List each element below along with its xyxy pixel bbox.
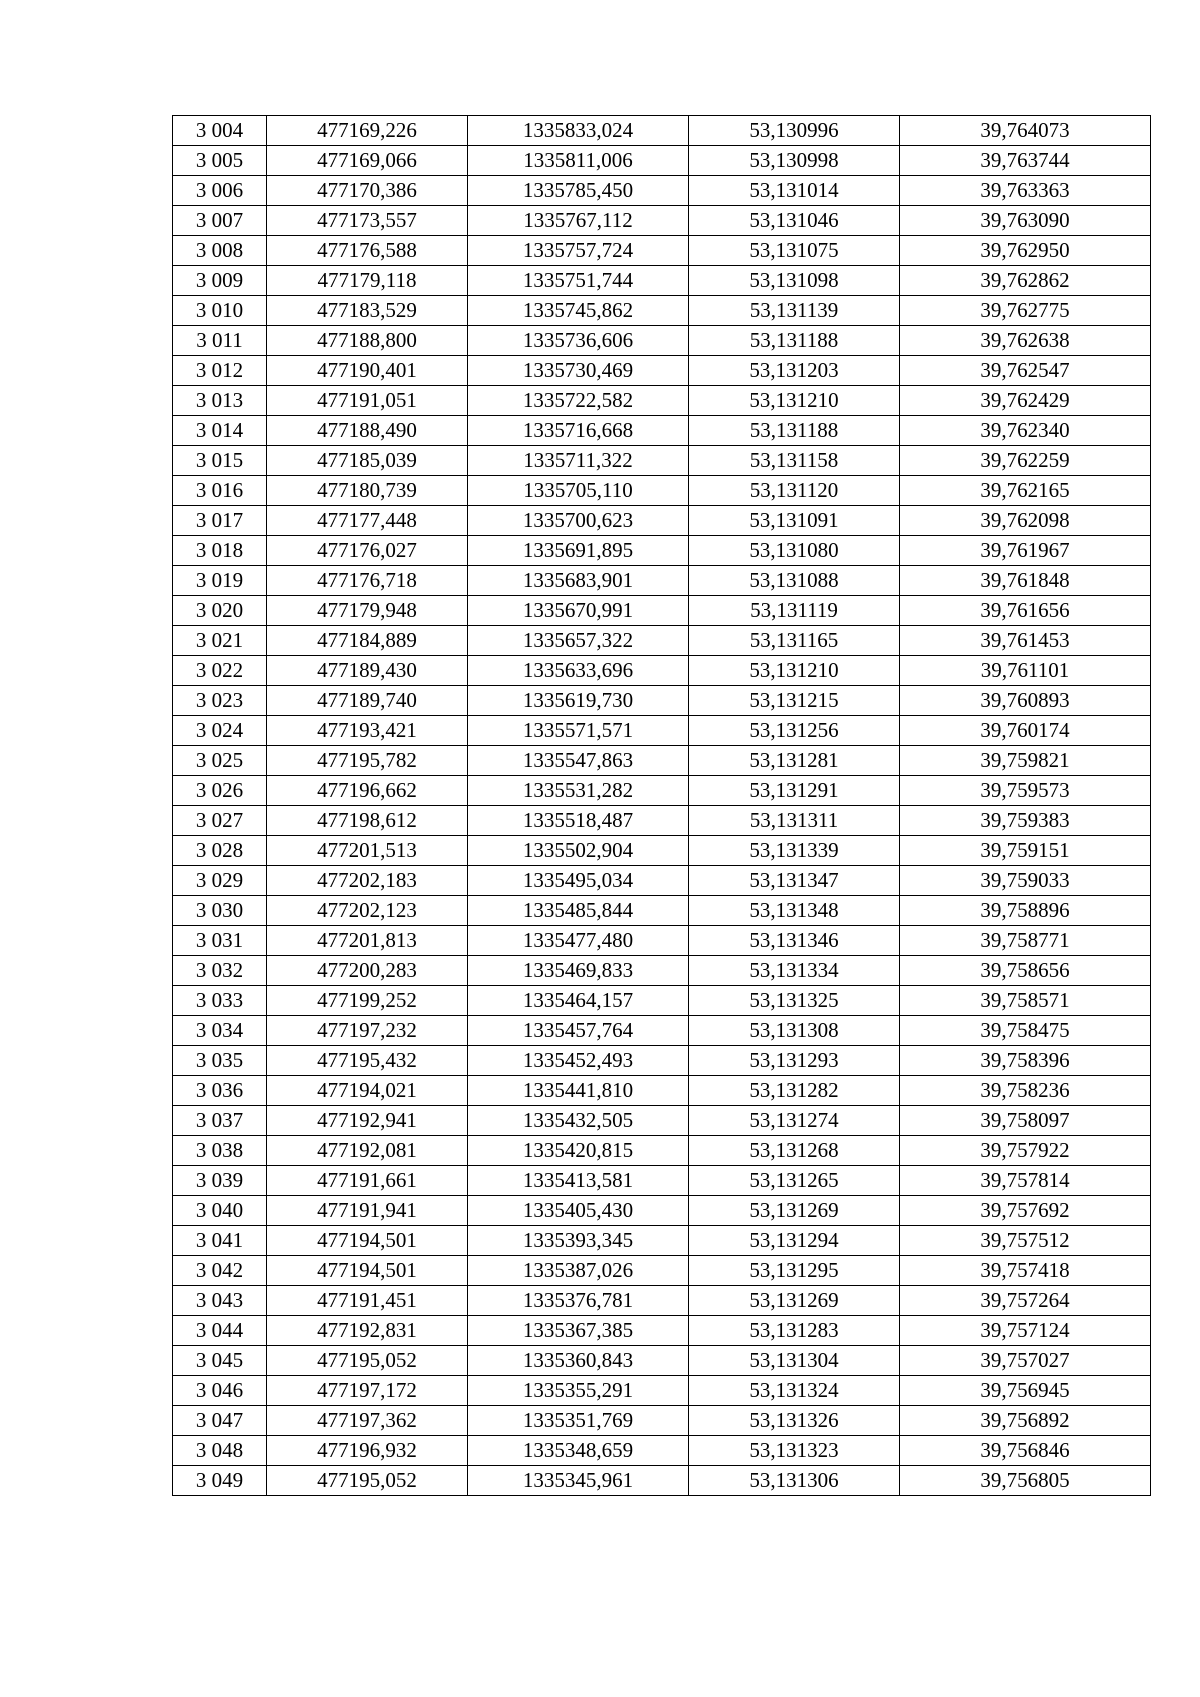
latitude-cell: 53,131158	[689, 446, 900, 476]
table-row	[173, 566, 1151, 596]
coord-y-cell: 1335376,781	[468, 1286, 689, 1316]
coord-y-cell: 1335387,026	[468, 1256, 689, 1286]
coord-y-cell: 1335833,024	[468, 116, 689, 146]
point-number-cell: 3 044	[173, 1316, 267, 1346]
point-number-cell: 3 049	[173, 1466, 267, 1496]
longitude-cell: 39,762098	[900, 506, 1151, 536]
coord-y-cell: 1335469,833	[468, 956, 689, 986]
table-row	[173, 236, 1151, 266]
table-row	[173, 116, 1151, 146]
coord-y-cell: 1335457,764	[468, 1016, 689, 1046]
coord-x-cell: 477191,941	[267, 1196, 468, 1226]
coord-y-cell: 1335670,991	[468, 596, 689, 626]
table-row	[173, 986, 1151, 1016]
coord-y-cell: 1335495,034	[468, 866, 689, 896]
longitude-cell: 39,759151	[900, 836, 1151, 866]
table-row	[173, 1196, 1151, 1226]
table-row	[173, 806, 1151, 836]
longitude-cell: 39,759383	[900, 806, 1151, 836]
latitude-cell: 53,131120	[689, 476, 900, 506]
table-row	[173, 1076, 1151, 1106]
longitude-cell: 39,762547	[900, 356, 1151, 386]
coord-x-cell: 477198,612	[267, 806, 468, 836]
coord-y-cell: 1335722,582	[468, 386, 689, 416]
latitude-cell: 53,131014	[689, 176, 900, 206]
coord-x-cell: 477195,052	[267, 1466, 468, 1496]
longitude-cell: 39,758396	[900, 1046, 1151, 1076]
latitude-cell: 53,131274	[689, 1106, 900, 1136]
latitude-cell: 53,131088	[689, 566, 900, 596]
table-row	[173, 146, 1151, 176]
coord-x-cell: 477199,252	[267, 986, 468, 1016]
coord-x-cell: 477192,081	[267, 1136, 468, 1166]
table-row	[173, 1316, 1151, 1346]
coord-x-cell: 477195,432	[267, 1046, 468, 1076]
latitude-cell: 53,131269	[689, 1196, 900, 1226]
coord-x-cell: 477196,932	[267, 1436, 468, 1466]
table-row	[173, 1136, 1151, 1166]
latitude-cell: 53,131347	[689, 866, 900, 896]
coord-x-cell: 477177,448	[267, 506, 468, 536]
point-number-cell: 3 030	[173, 896, 267, 926]
latitude-cell: 53,131139	[689, 296, 900, 326]
coord-y-cell: 1335683,901	[468, 566, 689, 596]
latitude-cell: 53,130998	[689, 146, 900, 176]
latitude-cell: 53,131283	[689, 1316, 900, 1346]
point-number-cell: 3 025	[173, 746, 267, 776]
table-row	[173, 476, 1151, 506]
coord-y-cell: 1335452,493	[468, 1046, 689, 1076]
coord-x-cell: 477188,490	[267, 416, 468, 446]
point-number-cell: 3 018	[173, 536, 267, 566]
coord-x-cell: 477179,948	[267, 596, 468, 626]
longitude-cell: 39,760174	[900, 716, 1151, 746]
latitude-cell: 53,131326	[689, 1406, 900, 1436]
latitude-cell: 53,131304	[689, 1346, 900, 1376]
longitude-cell: 39,758097	[900, 1106, 1151, 1136]
point-number-cell: 3 029	[173, 866, 267, 896]
point-number-cell: 3 021	[173, 626, 267, 656]
coord-x-cell: 477191,451	[267, 1286, 468, 1316]
table-row	[173, 1226, 1151, 1256]
latitude-cell: 53,131325	[689, 986, 900, 1016]
longitude-cell: 39,763090	[900, 206, 1151, 236]
coord-x-cell: 477189,430	[267, 656, 468, 686]
table-row	[173, 746, 1151, 776]
latitude-cell: 53,131311	[689, 806, 900, 836]
table-row	[173, 446, 1151, 476]
table-row	[173, 776, 1151, 806]
table-row	[173, 176, 1151, 206]
point-number-cell: 3 022	[173, 656, 267, 686]
table-row	[173, 1256, 1151, 1286]
point-number-cell: 3 011	[173, 326, 267, 356]
coord-y-cell: 1335345,961	[468, 1466, 689, 1496]
latitude-cell: 53,131265	[689, 1166, 900, 1196]
coord-y-cell: 1335441,810	[468, 1076, 689, 1106]
coord-y-cell: 1335531,282	[468, 776, 689, 806]
point-number-cell: 3 045	[173, 1346, 267, 1376]
table-row	[173, 716, 1151, 746]
longitude-cell: 39,758571	[900, 986, 1151, 1016]
coord-y-cell: 1335767,112	[468, 206, 689, 236]
point-number-cell: 3 036	[173, 1076, 267, 1106]
point-number-cell: 3 006	[173, 176, 267, 206]
longitude-cell: 39,760893	[900, 686, 1151, 716]
table-row	[173, 416, 1151, 446]
table-row	[173, 956, 1151, 986]
longitude-cell: 39,762638	[900, 326, 1151, 356]
table-row	[173, 1016, 1151, 1046]
coord-x-cell: 477169,066	[267, 146, 468, 176]
coord-y-cell: 1335571,571	[468, 716, 689, 746]
table-row	[173, 1436, 1151, 1466]
point-number-cell: 3 004	[173, 116, 267, 146]
coord-x-cell: 477173,557	[267, 206, 468, 236]
table-row	[173, 296, 1151, 326]
coord-y-cell: 1335405,430	[468, 1196, 689, 1226]
coord-y-cell: 1335360,843	[468, 1346, 689, 1376]
longitude-cell: 39,759033	[900, 866, 1151, 896]
longitude-cell: 39,758896	[900, 896, 1151, 926]
table-row	[173, 1406, 1151, 1436]
latitude-cell: 53,131215	[689, 686, 900, 716]
coord-y-cell: 1335485,844	[468, 896, 689, 926]
point-number-cell: 3 027	[173, 806, 267, 836]
coord-y-cell: 1335518,487	[468, 806, 689, 836]
point-number-cell: 3 032	[173, 956, 267, 986]
latitude-cell: 53,131306	[689, 1466, 900, 1496]
coordinates-table-body	[173, 116, 1151, 1496]
coord-x-cell: 477169,226	[267, 116, 468, 146]
coord-x-cell: 477180,739	[267, 476, 468, 506]
longitude-cell: 39,762165	[900, 476, 1151, 506]
table-row	[173, 326, 1151, 356]
point-number-cell: 3 033	[173, 986, 267, 1016]
longitude-cell: 39,756945	[900, 1376, 1151, 1406]
longitude-cell: 39,762775	[900, 296, 1151, 326]
longitude-cell: 39,759821	[900, 746, 1151, 776]
table-row	[173, 1466, 1151, 1496]
latitude-cell: 53,131119	[689, 596, 900, 626]
longitude-cell: 39,761848	[900, 566, 1151, 596]
coord-y-cell: 1335420,815	[468, 1136, 689, 1166]
coord-y-cell: 1335736,606	[468, 326, 689, 356]
coord-y-cell: 1335351,769	[468, 1406, 689, 1436]
latitude-cell: 53,131334	[689, 956, 900, 986]
latitude-cell: 53,131210	[689, 656, 900, 686]
table-row	[173, 926, 1151, 956]
table-row	[173, 596, 1151, 626]
longitude-cell: 39,757814	[900, 1166, 1151, 1196]
coord-y-cell: 1335657,322	[468, 626, 689, 656]
coord-x-cell: 477183,529	[267, 296, 468, 326]
latitude-cell: 53,131091	[689, 506, 900, 536]
coord-y-cell: 1335619,730	[468, 686, 689, 716]
point-number-cell: 3 007	[173, 206, 267, 236]
point-number-cell: 3 016	[173, 476, 267, 506]
point-number-cell: 3 047	[173, 1406, 267, 1436]
point-number-cell: 3 031	[173, 926, 267, 956]
coord-x-cell: 477200,283	[267, 956, 468, 986]
coord-x-cell: 477201,513	[267, 836, 468, 866]
longitude-cell: 39,764073	[900, 116, 1151, 146]
table-row	[173, 686, 1151, 716]
latitude-cell: 53,131293	[689, 1046, 900, 1076]
point-number-cell: 3 043	[173, 1286, 267, 1316]
latitude-cell: 53,131308	[689, 1016, 900, 1046]
point-number-cell: 3 039	[173, 1166, 267, 1196]
coord-x-cell: 477194,501	[267, 1256, 468, 1286]
point-number-cell: 3 012	[173, 356, 267, 386]
point-number-cell: 3 042	[173, 1256, 267, 1286]
coord-y-cell: 1335633,696	[468, 656, 689, 686]
longitude-cell: 39,762862	[900, 266, 1151, 296]
table-row	[173, 536, 1151, 566]
coord-y-cell: 1335464,157	[468, 986, 689, 1016]
longitude-cell: 39,757692	[900, 1196, 1151, 1226]
latitude-cell: 53,131165	[689, 626, 900, 656]
point-number-cell: 3 005	[173, 146, 267, 176]
coord-x-cell: 477193,421	[267, 716, 468, 746]
longitude-cell: 39,761101	[900, 656, 1151, 686]
latitude-cell: 53,131210	[689, 386, 900, 416]
coord-y-cell: 1335393,345	[468, 1226, 689, 1256]
point-number-cell: 3 024	[173, 716, 267, 746]
coord-y-cell: 1335348,659	[468, 1436, 689, 1466]
longitude-cell: 39,762340	[900, 416, 1151, 446]
longitude-cell: 39,757418	[900, 1256, 1151, 1286]
latitude-cell: 53,131324	[689, 1376, 900, 1406]
coord-x-cell: 477189,740	[267, 686, 468, 716]
coord-y-cell: 1335691,895	[468, 536, 689, 566]
latitude-cell: 53,131256	[689, 716, 900, 746]
point-number-cell: 3 015	[173, 446, 267, 476]
table-row	[173, 1106, 1151, 1136]
latitude-cell: 53,131281	[689, 746, 900, 776]
longitude-cell: 39,762259	[900, 446, 1151, 476]
coord-x-cell: 477192,941	[267, 1106, 468, 1136]
coord-x-cell: 477202,183	[267, 866, 468, 896]
table-row	[173, 266, 1151, 296]
longitude-cell: 39,757922	[900, 1136, 1151, 1166]
coord-x-cell: 477176,718	[267, 566, 468, 596]
coord-x-cell: 477170,386	[267, 176, 468, 206]
coord-y-cell: 1335711,322	[468, 446, 689, 476]
latitude-cell: 53,131339	[689, 836, 900, 866]
longitude-cell: 39,757124	[900, 1316, 1151, 1346]
longitude-cell: 39,758656	[900, 956, 1151, 986]
longitude-cell: 39,762429	[900, 386, 1151, 416]
coord-y-cell: 1335477,480	[468, 926, 689, 956]
coordinates-table	[172, 115, 1151, 1496]
latitude-cell: 53,131098	[689, 266, 900, 296]
latitude-cell: 53,131188	[689, 416, 900, 446]
point-number-cell: 3 014	[173, 416, 267, 446]
coord-x-cell: 477197,232	[267, 1016, 468, 1046]
coord-y-cell: 1335547,863	[468, 746, 689, 776]
longitude-cell: 39,756892	[900, 1406, 1151, 1436]
longitude-cell: 39,757512	[900, 1226, 1151, 1256]
table-row	[173, 1346, 1151, 1376]
longitude-cell: 39,757027	[900, 1346, 1151, 1376]
point-number-cell: 3 048	[173, 1436, 267, 1466]
longitude-cell: 39,758771	[900, 926, 1151, 956]
table-row	[173, 866, 1151, 896]
coord-x-cell: 477176,027	[267, 536, 468, 566]
latitude-cell: 53,131075	[689, 236, 900, 266]
table-row	[173, 1166, 1151, 1196]
longitude-cell: 39,758475	[900, 1016, 1151, 1046]
latitude-cell: 53,131268	[689, 1136, 900, 1166]
point-number-cell: 3 009	[173, 266, 267, 296]
point-number-cell: 3 026	[173, 776, 267, 806]
coord-x-cell: 477197,362	[267, 1406, 468, 1436]
coord-y-cell: 1335811,006	[468, 146, 689, 176]
coord-x-cell: 477191,051	[267, 386, 468, 416]
point-number-cell: 3 023	[173, 686, 267, 716]
coord-y-cell: 1335700,623	[468, 506, 689, 536]
coord-y-cell: 1335367,385	[468, 1316, 689, 1346]
point-number-cell: 3 040	[173, 1196, 267, 1226]
latitude-cell: 53,130996	[689, 116, 900, 146]
latitude-cell: 53,131203	[689, 356, 900, 386]
table-row	[173, 1286, 1151, 1316]
coord-x-cell: 477197,172	[267, 1376, 468, 1406]
point-number-cell: 3 038	[173, 1136, 267, 1166]
coord-x-cell: 477195,052	[267, 1346, 468, 1376]
coord-x-cell: 477194,021	[267, 1076, 468, 1106]
table-row	[173, 896, 1151, 926]
point-number-cell: 3 008	[173, 236, 267, 266]
coord-y-cell: 1335432,505	[468, 1106, 689, 1136]
table-row	[173, 656, 1151, 686]
coord-x-cell: 477188,800	[267, 326, 468, 356]
coord-y-cell: 1335502,904	[468, 836, 689, 866]
coord-y-cell: 1335716,668	[468, 416, 689, 446]
table-row	[173, 386, 1151, 416]
point-number-cell: 3 046	[173, 1376, 267, 1406]
coord-x-cell: 477196,662	[267, 776, 468, 806]
longitude-cell: 39,756846	[900, 1436, 1151, 1466]
coord-x-cell: 477195,782	[267, 746, 468, 776]
coord-y-cell: 1335705,110	[468, 476, 689, 506]
latitude-cell: 53,131188	[689, 326, 900, 356]
longitude-cell: 39,758236	[900, 1076, 1151, 1106]
point-number-cell: 3 020	[173, 596, 267, 626]
coord-x-cell: 477194,501	[267, 1226, 468, 1256]
latitude-cell: 53,131291	[689, 776, 900, 806]
point-number-cell: 3 034	[173, 1016, 267, 1046]
point-number-cell: 3 017	[173, 506, 267, 536]
longitude-cell: 39,756805	[900, 1466, 1151, 1496]
coord-x-cell: 477191,661	[267, 1166, 468, 1196]
coord-x-cell: 477190,401	[267, 356, 468, 386]
coord-x-cell: 477201,813	[267, 926, 468, 956]
table-row	[173, 356, 1151, 386]
table-row	[173, 836, 1151, 866]
latitude-cell: 53,131269	[689, 1286, 900, 1316]
point-number-cell: 3 019	[173, 566, 267, 596]
longitude-cell: 39,762950	[900, 236, 1151, 266]
table-row	[173, 206, 1151, 236]
coord-x-cell: 477202,123	[267, 896, 468, 926]
point-number-cell: 3 035	[173, 1046, 267, 1076]
latitude-cell: 53,131046	[689, 206, 900, 236]
latitude-cell: 53,131282	[689, 1076, 900, 1106]
coord-y-cell: 1335355,291	[468, 1376, 689, 1406]
point-number-cell: 3 028	[173, 836, 267, 866]
longitude-cell: 39,757264	[900, 1286, 1151, 1316]
table-row	[173, 1046, 1151, 1076]
point-number-cell: 3 037	[173, 1106, 267, 1136]
latitude-cell: 53,131323	[689, 1436, 900, 1466]
point-number-cell: 3 013	[173, 386, 267, 416]
point-number-cell: 3 010	[173, 296, 267, 326]
coord-x-cell: 477184,889	[267, 626, 468, 656]
coord-x-cell: 477179,118	[267, 266, 468, 296]
table-row	[173, 1376, 1151, 1406]
longitude-cell: 39,761967	[900, 536, 1151, 566]
longitude-cell: 39,761453	[900, 626, 1151, 656]
latitude-cell: 53,131080	[689, 536, 900, 566]
longitude-cell: 39,761656	[900, 596, 1151, 626]
table-row	[173, 626, 1151, 656]
coord-x-cell: 477185,039	[267, 446, 468, 476]
latitude-cell: 53,131346	[689, 926, 900, 956]
longitude-cell: 39,759573	[900, 776, 1151, 806]
latitude-cell: 53,131294	[689, 1226, 900, 1256]
coord-y-cell: 1335757,724	[468, 236, 689, 266]
latitude-cell: 53,131348	[689, 896, 900, 926]
coord-y-cell: 1335745,862	[468, 296, 689, 326]
longitude-cell: 39,763744	[900, 146, 1151, 176]
coord-x-cell: 477176,588	[267, 236, 468, 266]
longitude-cell: 39,763363	[900, 176, 1151, 206]
coord-y-cell: 1335730,469	[468, 356, 689, 386]
coord-y-cell: 1335751,744	[468, 266, 689, 296]
table-row	[173, 506, 1151, 536]
point-number-cell: 3 041	[173, 1226, 267, 1256]
coord-y-cell: 1335785,450	[468, 176, 689, 206]
coord-x-cell: 477192,831	[267, 1316, 468, 1346]
coord-y-cell: 1335413,581	[468, 1166, 689, 1196]
latitude-cell: 53,131295	[689, 1256, 900, 1286]
